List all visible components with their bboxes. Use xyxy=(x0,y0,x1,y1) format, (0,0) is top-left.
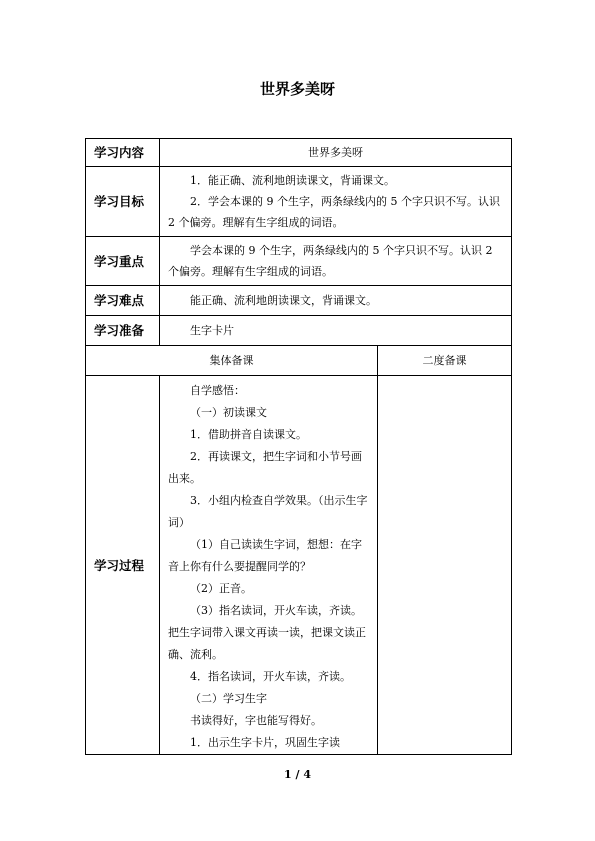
row-difficulty xyxy=(86,286,512,316)
row-key xyxy=(86,237,512,286)
lesson-plan-table xyxy=(85,138,512,755)
row-content xyxy=(86,139,512,167)
label-process: 学习过程 xyxy=(86,376,160,755)
label-prep: 学习准备 xyxy=(86,316,160,346)
process-line: 2．再读课文，把生字词和小节号画出来。 xyxy=(168,450,362,485)
row-prep xyxy=(86,316,512,346)
process-line: 3．小组内检查自学效果。（出示生字词） xyxy=(168,494,368,529)
value-difficulty: 能正确、流利地朗读课文，背诵课文。 xyxy=(190,294,377,307)
process-line: （二）学习生字 xyxy=(190,692,267,705)
process-line: 书读得好，字也能写得好。 xyxy=(190,714,322,727)
process-line: （一）初读课文 xyxy=(190,406,267,419)
row-headers xyxy=(86,346,512,376)
label-difficulty: 学习难点 xyxy=(86,286,160,316)
label-key: 学习重点 xyxy=(86,237,160,286)
process-line: 1．借助拼音自读课文。 xyxy=(190,428,307,441)
process-line: 自学感悟： xyxy=(190,384,245,397)
row-goals xyxy=(86,167,512,237)
goal-line-2: 2．学会本课的 9 个生字，两条绿线内的 5 个字只识不写。认识 2 个偏旁。理解有生字组成的词语。 xyxy=(168,195,500,229)
label-content: 学习内容 xyxy=(86,139,160,167)
process-content xyxy=(160,376,378,755)
row-process xyxy=(86,376,512,755)
process-line: 1．出示生字卡片，巩固生字读 xyxy=(190,736,340,749)
value-prep: 生字卡片 xyxy=(190,324,234,337)
value-key: 学会本课的 9 个生字，两条绿线内的 5 个字只识不写。认识 2 个偏旁。理解有生字组成的词语。 xyxy=(168,244,493,278)
second-prep-cell xyxy=(378,376,512,755)
goal-line-1: 1．能正确、流利地朗读课文，背诵课文。 xyxy=(190,174,395,187)
header-collective: 集体备课 xyxy=(86,346,378,376)
process-line: （3）指名读词，开火车读，齐读。把生字词带入课文再读一读，把课文读正确、流利。 xyxy=(168,604,366,661)
header-second: 二度备课 xyxy=(378,346,512,376)
label-goals: 学习目标 xyxy=(86,167,160,237)
process-line: （1）自己读读生字词，想想：在字音上你有什么要提醒同学的？ xyxy=(168,538,362,573)
process-line: 4．指名读词，开火车读，齐读。 xyxy=(190,670,351,683)
page-number: 1 / 4 xyxy=(284,768,311,781)
value-content: 世界多美呀 xyxy=(160,139,512,167)
process-line: （2）正音。 xyxy=(190,582,252,595)
page-title: 世界多美呀 xyxy=(259,80,335,98)
value-goals xyxy=(160,167,512,237)
